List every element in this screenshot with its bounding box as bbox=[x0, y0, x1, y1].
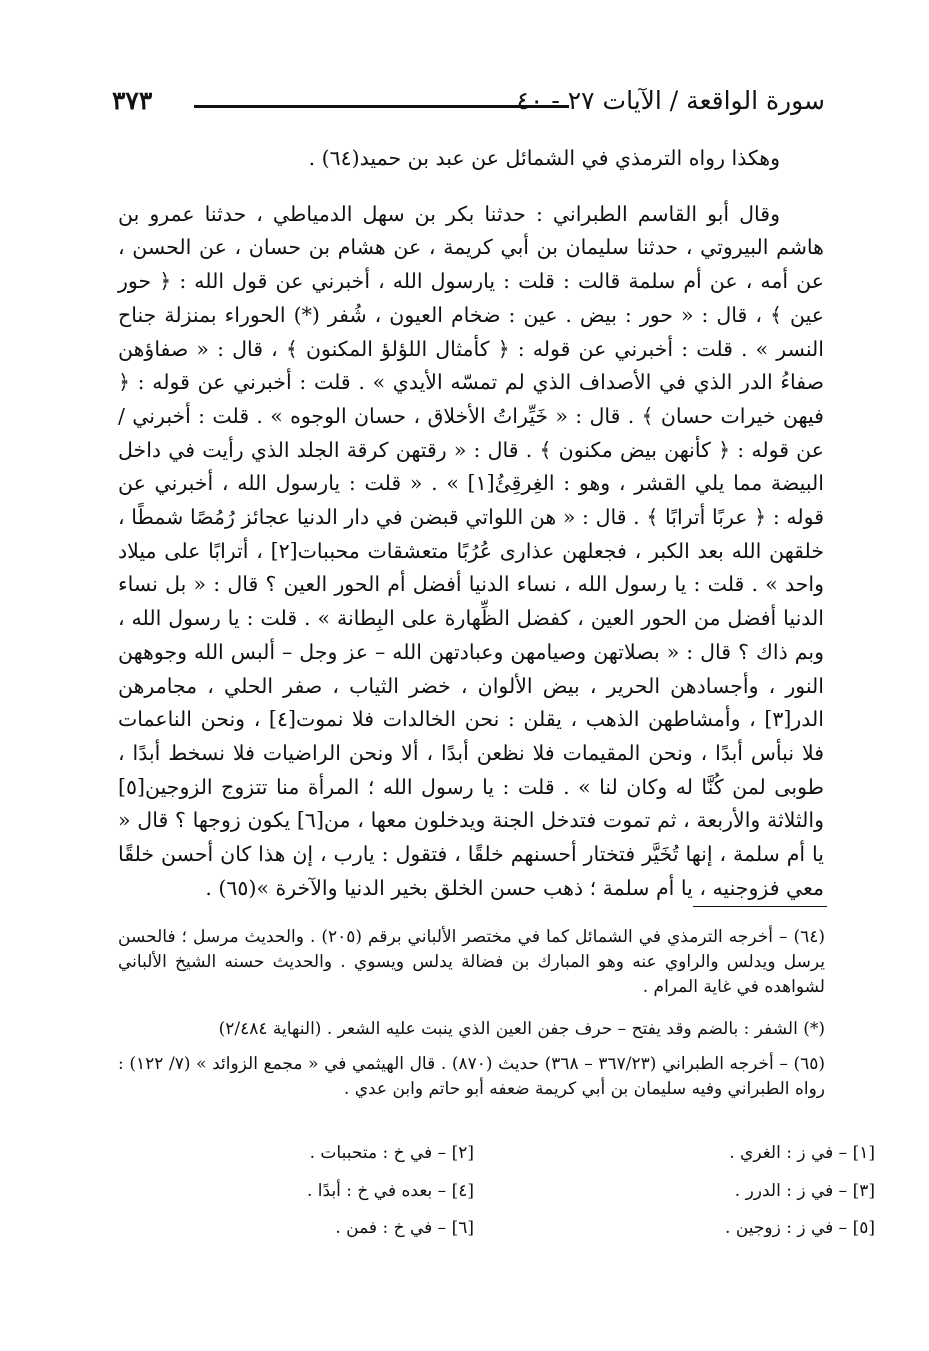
text-line: الكبر ، فجعلهن عذارى عُرُبًا متعشقات محببات[٢] ، أترابًا على ميلاد واحد » . قلت : يا bbox=[118, 538, 824, 597]
text-line: الأصداف الذي لم تمسّه الأيدي » . قلت : أخبرني عن قوله : ﴿ فيهن خيرات bbox=[118, 370, 824, 428]
running-header bbox=[112, 86, 825, 126]
variant-note-5: [٥] – في ز : زوجين . bbox=[725, 1218, 875, 1238]
paragraph-tabarani bbox=[118, 198, 824, 906]
footnote-star: (*) الشفر : بالضم وقد يفتح – حرف جفن العين الذي ينبت عليه الشعر . (النهاية ٢/٤٨٤) bbox=[218, 1019, 825, 1039]
text-line: فزوجنيه ، يا أم سلمة ؛ ذهب حسن الخلق بخير الدنيا والآخرة »(٦٥) . bbox=[205, 875, 780, 900]
text-line: وعبادتهن الله – عز وجل – ألبس الله وجوههن النور ، وأجسادهن الحرير ، بيض الألوان ، bbox=[118, 639, 824, 698]
text-line: خضر الثياب ، صفر الحلي ، مجامرهن الدر[٣] ، وأمشاطهن الذهب ، يقلن : نحن الخالدات bbox=[118, 673, 824, 732]
paragraph-tirmidhi: وهكذا رواه الترمذي في الشمائل عن عبد بن حميد(٦٤) . bbox=[308, 146, 780, 170]
main-text bbox=[118, 142, 824, 905]
header-title: سورة الواقعة / الآيات ٢٧ - ٤٠ bbox=[516, 86, 825, 115]
header-rule bbox=[194, 105, 569, 108]
variant-note-6: [٦] – في خ : فمن . bbox=[335, 1218, 474, 1238]
page-number: ٣٧٣ bbox=[112, 86, 153, 115]
text-line: الراضيات فلا نسخط أبدًا ، طوبى لمن كُنَّا له وكان لنا » . قلت : يا رسول الله ؛ المرأة منا تتزوج bbox=[118, 740, 824, 799]
text-line: أترابًا ﴾ . قال : « هن اللواتي قبضن في دار الدنيا عجائز رُمُصًا شمطًا ، خلقهن الله بعد bbox=[118, 505, 824, 563]
text-line: فلا نموت[٤] ، ونحن الناعمات فلا نبأس أبدًا ، ونحن المقيمات فلا نظعن أبدًا ، ألا ونحن bbox=[118, 707, 824, 765]
text-line: أخبرني عن قوله : ﴿ كأمثال اللؤلؤ المكنون ﴾ ، قال : « صفاؤهن صفاءُ الدر الذي في bbox=[118, 336, 824, 395]
text-line: البيروتي ، حدثنا سليمان بن أبي كريمة ، عن هشام بن حسان ، عن الحسن ، عن أمه ، عن bbox=[118, 235, 824, 294]
footnote-65: (٦٥) – أخرجه الطبراني (٣٦٧/٢٣ – ٣٦٨) حديث (٨٧٠) . قال الهيثمي في « مجمع الزوائد » (٧/ ١٢٢) : رواه الطبراني وفيه سليمان بن أبي كريمة ضعفه أبو حاتم وابن عدي . bbox=[118, 1054, 825, 1099]
text-line: « يا أم سلمة ، إنها تُخَيَّر فتختار أحسنهم خلقًا ، فتقول : يارب ، إن هذا كان أحسن خلقًا معي bbox=[118, 808, 824, 900]
variant-note-1: [١] – في ز : الغري . bbox=[729, 1143, 875, 1163]
text-line: حسان ﴾ . قال : « خَيِّراتُ الأخلاق ، حسان الوجوه » . قلت : أخبرني / عن قوله : bbox=[118, 403, 825, 462]
text-line: رسول الله ، نساء الدنيا أفضل أم الحور العين ؟ قال : « بل نساء الدنيا أفضل من الحور العين ، bbox=[118, 572, 824, 631]
text-line: ﴿ كأنهن بيض مكنون ﴾ . قال : « رقتهن كرقة الجلد الذي رأيت في داخل البيضة مما bbox=[118, 437, 824, 496]
text-line: الزوجين[٥] والثلاثة والأربعة ، ثم تموت فتدخل الجنة ويدخلون معها ، من[٦] يكون زوجها ؟ قال bbox=[118, 774, 824, 833]
text-line: وقال أبو القاسم الطبراني : حدثنا بكر بن سهل الدمياطي ، حدثنا عمرو بن هاشم bbox=[118, 201, 824, 260]
text-line: « حور : بيض . عين : ضخام العيون ، شُفر (*) الحوراء بمنزلة جناح النسر » . قلت : bbox=[118, 302, 824, 361]
text-line: كفضل الظِّهارة على البِطانة » . قلت : يا رسول الله ، وبم ذاك ؟ قال : « بصلاتهن وصيامهن bbox=[118, 606, 824, 664]
footnote-separator bbox=[693, 906, 827, 907]
text-line: يلي القشر ، وهو : الغِرقِئُ[١] » . « قلت : يارسول الله ، أخبرني عن قوله : ﴿ عربًا bbox=[118, 471, 824, 530]
variant-note-3: [٣] – في ز : الدرر . bbox=[734, 1181, 875, 1201]
variant-note-4: [٤] – بعده في خ : أبدًا . bbox=[306, 1181, 474, 1201]
footnote-64: (٦٤) – أخرجه الترمذي في الشمائل كما في مختصر الألباني برقم (٢٠٥) . والحديث مرسل ؛ فالحسن يرسل ويدلس والراوي عنه وهو المبارك بن فضالة يدلس ويسوي . والحديث حسنه الشيخ الألباني لشواهده في غاية المرام . bbox=[118, 927, 825, 997]
text-line: أم سلمة قالت : قلت : يارسول الله ، أخبرني عن قول الله : ﴿ حور عين ﴾ ، قال : bbox=[118, 269, 824, 327]
variant-note-2: [٢] – في خ : متحببات . bbox=[309, 1143, 474, 1163]
